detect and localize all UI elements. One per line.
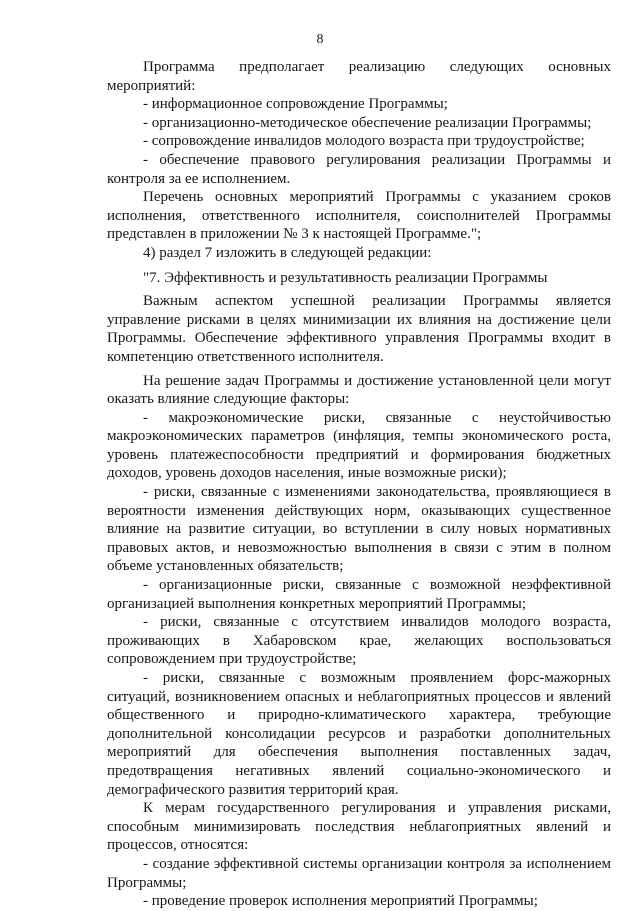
- list-item-methodological-support: - организационно-методическое обеспечение реализации Программы;: [143, 114, 592, 131]
- list-item-legal-regulation: - обеспечение правового регулирования реализации Программы и контроля за ее исполнением.: [107, 151, 611, 187]
- list-item-control-system: - создание эффективной системы организации контроля за исполнением Программы;: [107, 855, 611, 891]
- page-number: 8: [316, 32, 324, 47]
- paragraph-program-measures-intro: Программа предполагает реализацию следующих основных мероприятий:: [107, 59, 611, 94]
- list-item-inspections: - проведение проверок исполнения мероприятий Программы;: [143, 893, 538, 910]
- list-item-organizational-risks: - организационные риски, связанные с возможной неэффективной организацией выполнения конкретных мероприятий Программы;: [107, 577, 611, 612]
- list-item-participant-risks: - риски, связанные с отсутствием инвалидов молодого возраста, проживающих в Хабаровском крае, желающих воспользоваться сопровождением при трудоустройстве;: [107, 614, 611, 668]
- paragraph-risk-management: Важным аспектом успешной реализации Программы является управление рисками в целях минимизации их влияния на достижение цели Программы. Обеспечение эффективного управления Программы входит в компетенцию ответственного исполнителя.: [107, 293, 611, 365]
- list-item-legislative-risks: - риски, связанные с изменениями законодательства, проявляющиеся в вероятности изменения действующих норм, оказывающих существенное влияние на развитие ситуации, во вступлении в силу новых нормативных правовых актов, и невозможностью выполнения в связи с этим в полном объеме установленных обязательств;: [107, 484, 611, 575]
- list-item-macroeconomic-risks: - макроэкономические риски, связанные с неустойчивостью макроэкономических параметров (инфляция, темпы экономического роста, уровень платежеспособности предприятий и формирования бюджетных доходов, уровень доходов населения, иные возможные риски);: [107, 409, 611, 482]
- paragraph-regulation-measures-intro: К мерам государственного регулирования и управления рисками, способным минимизировать последствия неблагоприятных явлений и процессов, относятся:: [107, 800, 611, 854]
- list-item-force-majeure-risks: - риски, связанные с возможным проявлением форс-мажорных ситуаций, возникновением опасных и неблагоприятных процессов и явлений общественного и природно-климатического характера, требующие дополнительной консолидации ресурсов и разработки дополнительных мероприятий для обеспечения выполнения поставленных задач, предотвращения негативных явлений социально-экономического и демографического развития территорий края.: [107, 670, 611, 798]
- document-body: [107, 58, 611, 911]
- paragraph-risk-factors-intro: На решение задач Программы и достижение установленной цели могут оказать влияние следующие факторы:: [107, 372, 611, 408]
- list-item-information-support: - информационное сопровождение Программы;: [143, 96, 448, 113]
- paragraph-measures-list-reference: Перечень основных мероприятий Программы с указанием сроков исполнения, ответственного исполнителя, соисполнителей Программы представлен в приложении № 3 к настоящей Программе.";: [107, 189, 611, 243]
- section-heading: "7. Эффективность и результативность реализации Программы: [143, 269, 548, 286]
- paragraph-section-7-amendment: 4) раздел 7 изложить в следующей редакции:: [143, 244, 432, 261]
- list-item-employment-support: - сопровождение инвалидов молодого возраста при трудоустройстве;: [143, 133, 585, 150]
